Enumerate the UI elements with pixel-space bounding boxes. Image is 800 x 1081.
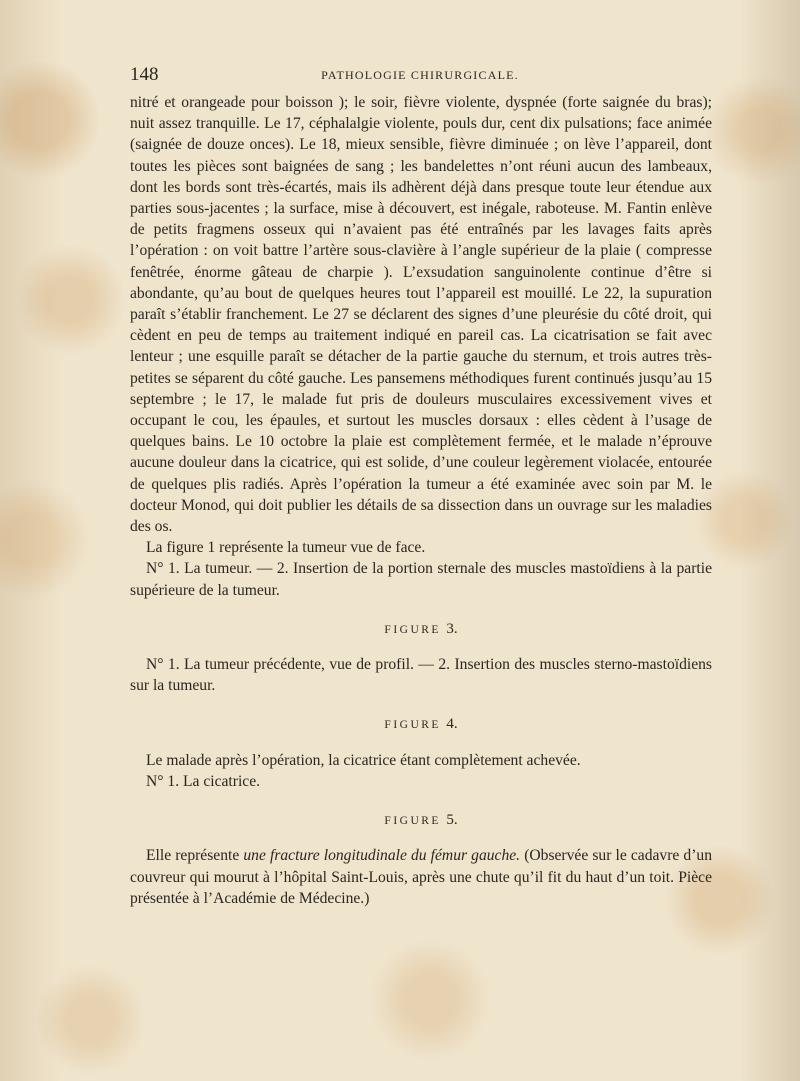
page-number: 148 <box>130 64 159 85</box>
figure-4-legend-2: N° 1. La cicatrice. <box>146 772 261 790</box>
figure-5-text-after: (Observée sur le cadavre d’un couvreur qui mourut à l’hôpital Saint-Louis, après une chute qu’il fit du haut d’un toit. Pièce présentée à l’Académie de Médecine.) <box>130 847 713 907</box>
figure-3-label: FIGURE <box>384 623 441 636</box>
figure-1-legend: N° 1. La tumeur. — 2. Insertion de la portion sternale des muscles mastoïdiens à la partie supérieure de la tumeur. <box>130 560 712 599</box>
figure-5-italic-title: une fracture longitudinale du fémur gauche. <box>243 847 521 865</box>
running-title: PATHOLOGIE CHIRURGICALE. <box>321 68 519 82</box>
figure-5-number: 5. <box>446 812 458 829</box>
figure-5-heading <box>130 810 712 832</box>
figure-4-number: 4. <box>446 716 458 733</box>
figure-1-intro: La figure 1 représente la tumeur vue de face. <box>146 539 426 557</box>
figure-4-label: FIGURE <box>384 719 441 732</box>
figure-5-label: FIGURE <box>384 815 441 828</box>
figure-4-heading <box>130 714 712 736</box>
figure-3-legend: N° 1. La tumeur précédente, vue de profil. — 2. Insertion des muscles sterno-mastoïdiens sur la tumeur. <box>130 656 712 695</box>
case-paragraph: nitré et orangeade pour boisson ); le soir, fièvre violente, dyspnée (forte saignée du bras); nuit assez tranquille. Le 17, céphalalgie violente, pouls dur, cent dix pulsations; face animée (saignée de douze onces). Le 18, mieux sensible, fièvre diminuée ; on lève l’appareil, dont toutes les pièces sont baignées de sang ; les bandelettes n’ont réuni aucun des lambeaux, dont les bords sont très-écartés, mais ils adhèrent déjà dans presque toute leur étendue aux parties sous-jacentes ; la surface, mise à découvert, est inégale, raboteuse. M. Fantin enlève de petits fragmens osseux qui n’avaient pas été entraînés par les lavages faits après l’opération : on voit battre l’artère sous-clavière à l’angle supérieur de la plaie ( compresse fenêtrée, énorme gâteau de charpie ). L’exsudation sanguinolente continue d’être si abondante, qu’au bout de quelques heures tout l’appareil est mouillé. Le 22, la supuration paraît s’établir franchement. Le 27 se déclarent des signes d’une pleurésie du côté droit, qui cèdent en peu de temps au traitement indiqué en pareil cas. La cicatrisation se fait avec lenteur ; une esquille paraît se détacher de la partie gauche du sternum, et trois autres très-petites se séparent du côté gauche. Les pansemens méthodiques furent continués jusqu’au 15 septembre ; le 17, le malade fut pris de douleurs musculaires excessivement vives et occupant le cou, les épaules, et surtout les muscles dorsaux : elles cèdent à l’usage de quelques bains. Le 10 octobre la plaie est complètement fermée, et le malade n’éprouve aucune douleur dans la cicatrice, qui est solide, d’une couleur legèrement violacée, entourée de quelques plis radiés. Après l’opération la tumeur a été examinée avec soin par M. le docteur Monod, qui doit publier les détails de sa dissection dans un ouvrage sur les maladies des os. <box>130 94 712 536</box>
figure-5-text-before: Elle représente <box>146 847 244 865</box>
figure-4-legend-1: Le malade après l’opération, la cicatrice étant complètement achevée. <box>146 751 581 769</box>
body-text <box>130 92 712 909</box>
figure-3-number: 3. <box>446 620 458 637</box>
figure-5-description <box>130 845 712 909</box>
page-header <box>130 64 710 88</box>
figure-3-heading <box>130 619 712 641</box>
